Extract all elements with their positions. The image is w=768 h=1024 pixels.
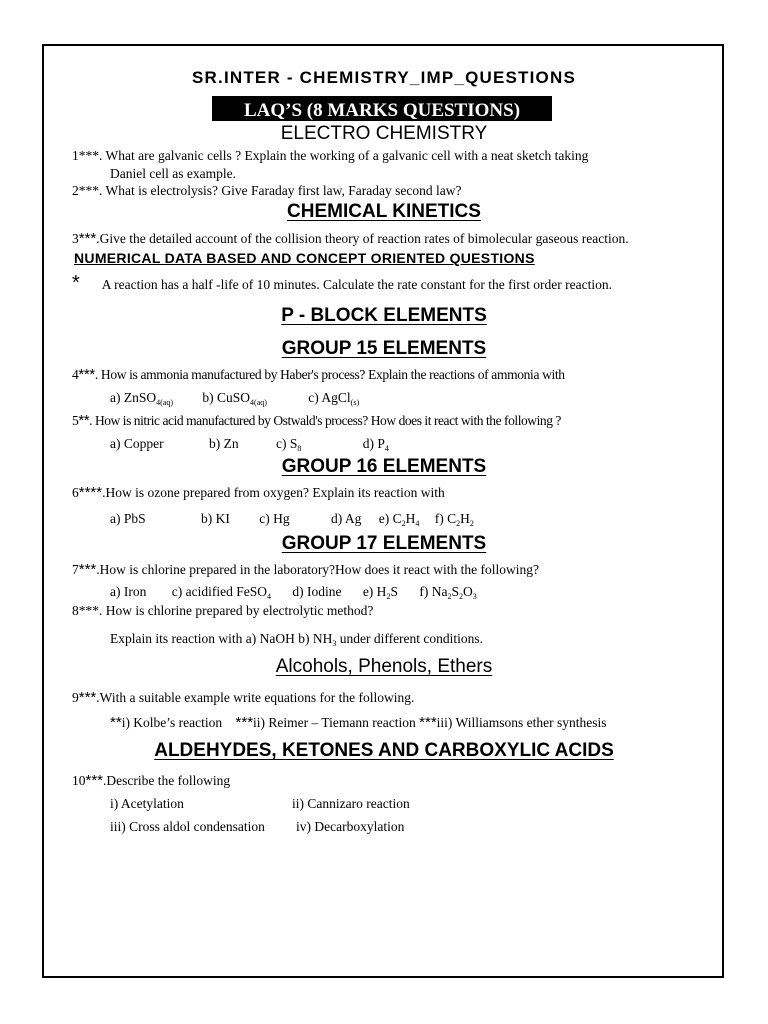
importance-stars: *** xyxy=(78,366,95,383)
heading-p-block: P - BLOCK ELEMENTS xyxy=(281,305,487,326)
importance-stars: *** xyxy=(78,148,99,163)
question-2 xyxy=(72,183,462,199)
importance-stars: ** xyxy=(78,412,90,429)
question-number: 8 xyxy=(72,603,79,618)
importance-stars: * xyxy=(72,272,80,294)
question-6-options: a) PbS b) KI c) Hg d) Ag e) $C_2H_4$ f) $C_2H_2$ xyxy=(110,511,474,528)
heading-aldehydes-ketones: ALDEHYDES, KETONES AND CARBOXYLIC ACIDS xyxy=(154,740,614,761)
importance-stars: *** xyxy=(78,603,99,618)
heading-electro-chemistry: ELECTRO CHEMISTRY xyxy=(280,123,488,144)
question-number: 9 xyxy=(72,690,79,705)
question-8-continuation: Explain its reaction with a) NaOH b) $NH_3$ under different conditions. xyxy=(110,631,484,648)
question-4-options: a) ZnSO$_{4(aq)}$ b) CuSO$_{4(aq)}$ c) AgCl$_{(s)}$ xyxy=(110,390,360,407)
question-9 xyxy=(72,689,414,706)
heading-alcohols-phenols-ethers: Alcohols, Phenols, Ethers xyxy=(275,656,493,677)
question-text: . What are galvanic cells ? Explain the working of a galvanic cell with a neat sketch taking xyxy=(99,148,589,163)
laq-banner: LAQ’S (8 MARKS QUESTIONS) xyxy=(212,96,552,121)
importance-stars: *** xyxy=(78,183,99,198)
numerical-question xyxy=(72,272,612,295)
question-text: .Give the detailed account of the collision theory of reaction rates of bimolecular gaseous reaction. xyxy=(96,231,629,246)
question-1-continuation: Daniel cell as example. xyxy=(110,166,236,181)
question-text: .How is ozone prepared from oxygen? Explain its reaction with xyxy=(102,485,445,500)
question-10 xyxy=(72,772,230,789)
question-7 xyxy=(72,561,539,578)
question-number: 1 xyxy=(72,148,79,163)
question-10-part-ii: ii) Cannizaro reaction xyxy=(292,796,410,811)
heading-numerical-data: NUMERICAL DATA BASED AND CONCEPT ORIENTED QUESTIONS xyxy=(74,250,535,266)
question-10-part-iv: iv) Decarboxylation xyxy=(296,819,405,834)
question-number: 5 xyxy=(72,413,79,428)
question-number: 7 xyxy=(72,562,79,577)
heading-chemical-kinetics: CHEMICAL KINETICS xyxy=(287,201,481,222)
question-7-options: a) Iron c) acidified FeSO$_4$ d) Iodine e) $H_2S$ f) $Na_2S_2O_3$ xyxy=(110,584,477,601)
question-number: 4 xyxy=(72,367,79,382)
heading-group-15: GROUP 15 ELEMENTS xyxy=(281,338,487,359)
question-4 xyxy=(72,366,565,383)
importance-stars: *** xyxy=(78,561,97,578)
question-10-part-i: i) Acetylation xyxy=(110,796,184,811)
importance-stars: **** xyxy=(78,484,103,501)
question-6 xyxy=(72,484,445,501)
question-8 xyxy=(72,603,373,619)
question-1 xyxy=(72,148,588,164)
importance-stars: *** xyxy=(85,772,104,789)
question-text: .How is chlorine prepared in the laboratory?How does it react with the following? xyxy=(96,562,540,577)
question-5-options: a) Copper b) Zn c) $S_8$ d) $P_4$ xyxy=(110,436,389,453)
question-text: . How is chlorine prepared by electrolytic method? xyxy=(99,603,374,618)
question-10-part-iii: iii) Cross aldol condensation xyxy=(110,819,265,834)
question-number: 10 xyxy=(72,773,86,788)
question-text: A reaction has a half -life of 10 minutes. Calculate the rate constant for the first order reaction. xyxy=(101,277,612,292)
document-title: SR.INTER - CHEMISTRY_IMP_QUESTIONS xyxy=(192,68,576,87)
heading-group-17: GROUP 17 ELEMENTS xyxy=(281,533,487,554)
question-number: 2 xyxy=(72,183,79,198)
question-5 xyxy=(72,412,561,429)
question-9-parts: **i) Kolbe’s reaction ***ii) Reimer – Tiemann reaction ***iii) Williamsons ether synthesis xyxy=(110,714,607,731)
question-text: .With a suitable example write equations for the following. xyxy=(96,690,415,705)
question-number: 3 xyxy=(72,231,79,246)
question-number: 6 xyxy=(72,485,79,500)
importance-stars: *** xyxy=(78,230,97,247)
question-text: . What is electrolysis? Give Faraday first law, Faraday second law? xyxy=(99,183,462,198)
question-3 xyxy=(72,230,629,247)
question-text: . How is nitric acid manufactured by Ostwald's process? How does it react with the following ? xyxy=(89,413,561,428)
question-text: .Describe the following xyxy=(103,773,231,788)
question-text: . How is ammonia manufactured by Haber's process? Explain the reactions of ammonia with xyxy=(94,367,565,382)
heading-group-16: GROUP 16 ELEMENTS xyxy=(281,456,487,477)
importance-stars: *** xyxy=(78,689,97,706)
